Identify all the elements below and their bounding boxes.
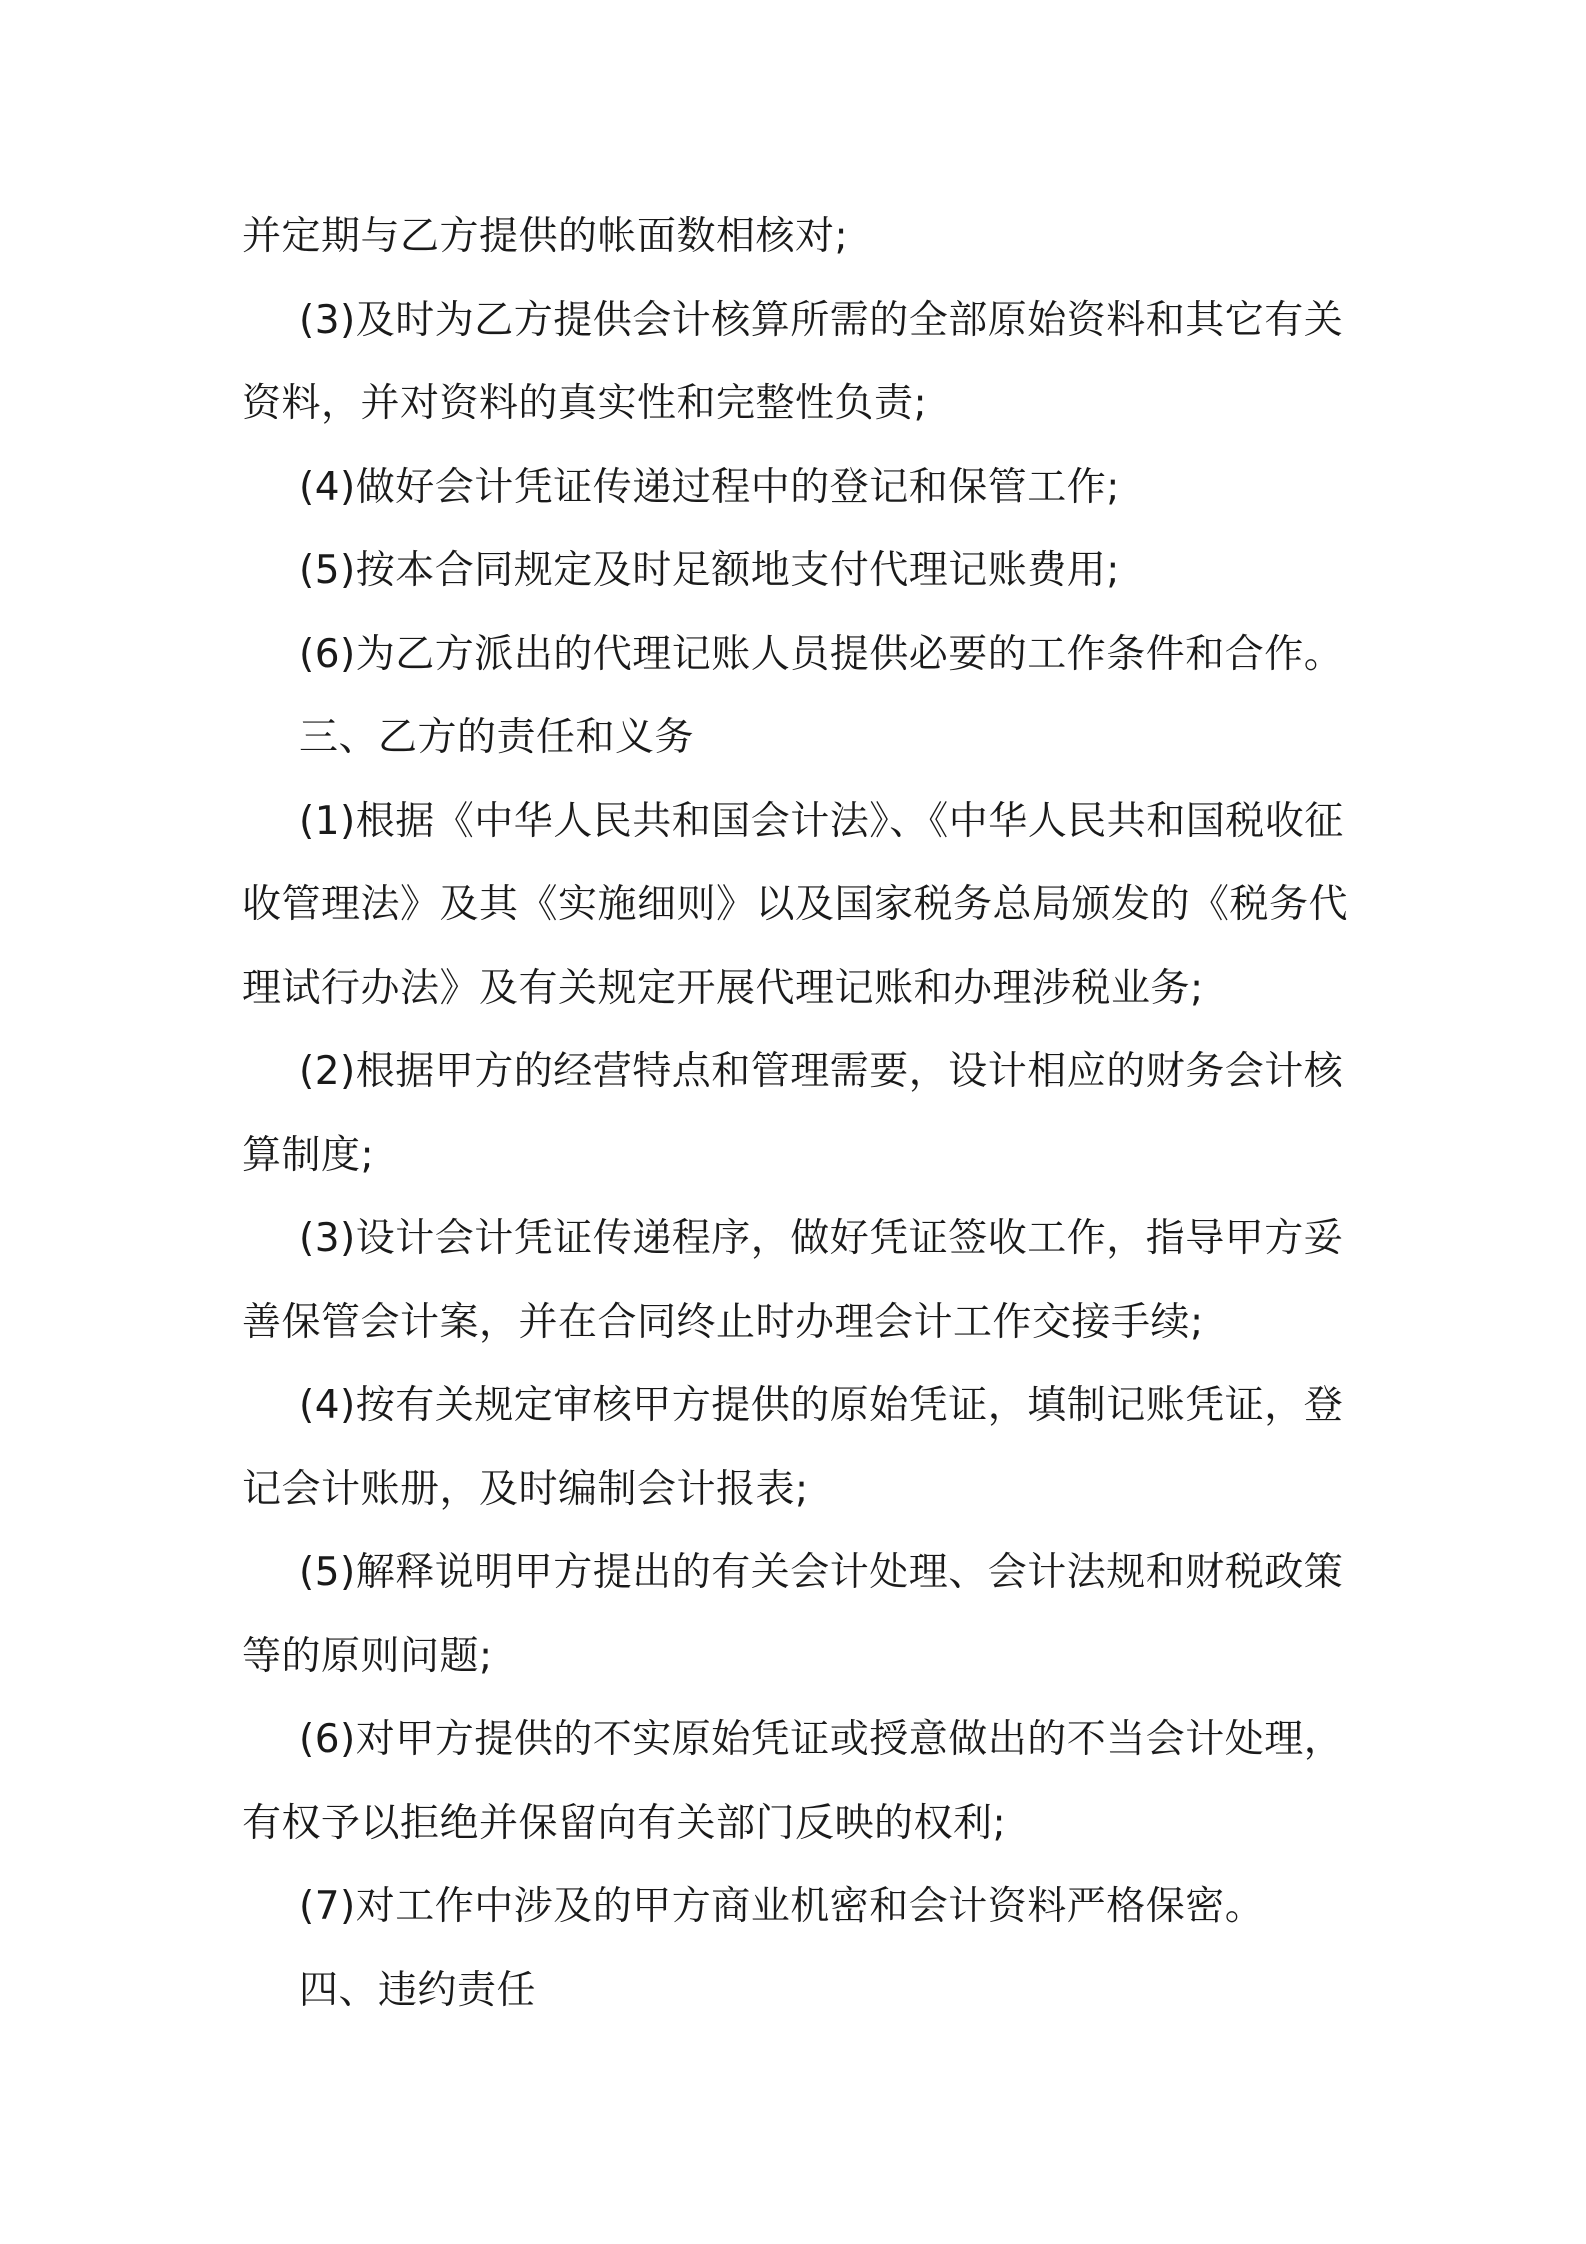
section-heading-breach-liability: 四、违约责任 [299, 1967, 537, 2013]
paragraph-clause-b6: (6)对甲方提供的不实原始凭证或授意做出的不当会计处理，有权予以拒绝并保留向有关部门反映的权利; [242, 1717, 1344, 1846]
paragraph-clause-b1: (1)根据《中华人民共和国会计法》、《中华人民共和国税收征收管理法》及其《实施细则》以及国家税务总局颁发的《税务代理试行办法》及有关规定开展代理记账和办理涉税业务; [242, 798, 1349, 1011]
paragraph-clause-a4: (4)做好会计凭证传递过程中的登记和保管工作; [299, 464, 1120, 510]
document-body [242, 195, 1352, 2032]
section-heading-party-b-duties: 三、乙方的责任和义务 [299, 715, 695, 760]
paragraph-clause-b3: (3)设计会计凭证传递程序，做好凭证签收工作，指导甲方妥善保管会计案，并在合同终止时办理会计工作交接手续; [242, 1216, 1344, 1345]
paragraph-clause-a5: (5)按本合同规定及时足额地支付代理记账费用; [299, 548, 1120, 593]
paragraph-clause-b4: (4)按有关规定审核甲方提供的原始凭证，填制记账凭证，登记会计账册，及时编制会计报表; [242, 1383, 1344, 1512]
paragraph-continuation: 并定期与乙方提供的帐面数相核对; [242, 214, 849, 259]
paragraph-clause-b2: (2)根据甲方的经营特点和管理需要，设计相应的财务会计核算制度; [242, 1049, 1344, 1178]
paragraph-clause-b7: (7)对工作中涉及的甲方商业机密和会计资料严格保密。 [299, 1884, 1265, 1929]
paragraph-clause-a6: (6)为乙方派出的代理记账人员提供必要的工作条件和合作。 [299, 631, 1344, 677]
paragraph-clause-a3: (3)及时为乙方提供会计核算所需的全部原始资料和其它有关资料，并对资料的真实性和完整性负责; [242, 297, 1344, 426]
paragraph-clause-b5: (5)解释说明甲方提出的有关会计处理、会计法规和财税政策等的原则问题; [242, 1550, 1344, 1679]
